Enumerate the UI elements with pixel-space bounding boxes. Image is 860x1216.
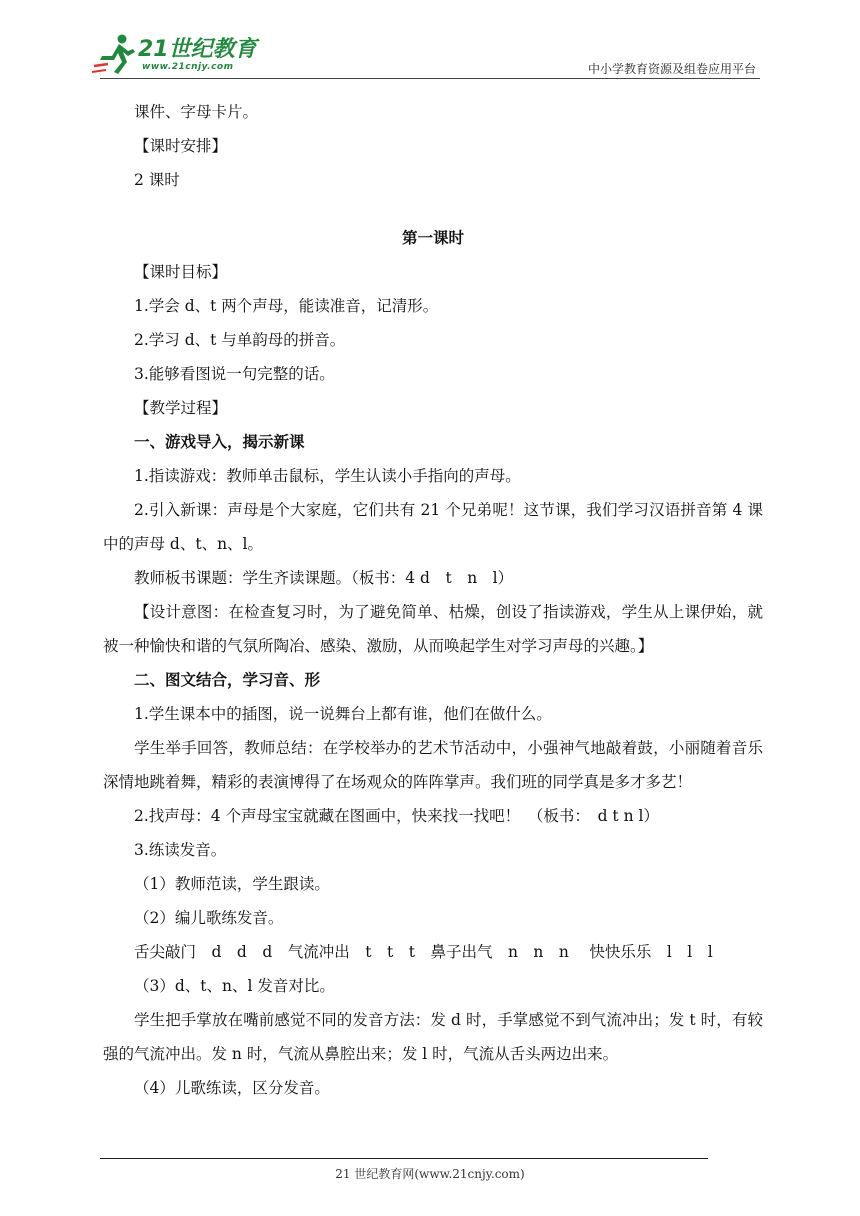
paragraph: 3.练读发音。 xyxy=(134,841,227,859)
platform-tagline: 中小学教育资源及组卷应用平台 xyxy=(587,62,756,76)
paragraph: 学生举手回答，教师总结：在学校举办的艺术节活动中，小强神气地敲着鼓，小丽随着音乐深情地跳着舞，精彩的表演博得了在场观众的阵阵掌声。我们班的同学真是多才多艺！ xyxy=(103,739,763,791)
footer-link[interactable]: 21 世纪教育网(www.21cnjy.com) xyxy=(335,1167,525,1181)
section-heading-goals: 【课时目标】 xyxy=(134,263,228,281)
goal-item: 1.学会 d、t 两个声母，能读准音，记清形。 xyxy=(134,297,439,315)
paragraph-materials: 课件、字母卡片。 xyxy=(134,103,259,121)
paragraph: 学生把手掌放在嘴前感觉不同的发音方法：发 d 时，手掌感觉不到气流冲出；发 t 时，有较强的气流冲出。发 n 时，气流从鼻腔出来；发 l 时，气流从舌头两边出来。 xyxy=(103,1011,763,1063)
step-heading-1: 一、游戏导入，揭示新课 xyxy=(134,432,305,451)
paragraph: （4）儿歌练读，区分发音。 xyxy=(134,1079,330,1097)
paragraph: 1.学生课本中的插图，说一说舞台上都有谁，他们在做什么。 xyxy=(134,705,552,723)
paragraph: （2）编儿歌练发音。 xyxy=(134,909,284,927)
paragraph: （1）教师范读，学生跟读。 xyxy=(134,875,330,893)
goal-item: 3.能够看图说一句完整的话。 xyxy=(134,365,335,383)
document-body xyxy=(103,95,763,1105)
section-heading-schedule: 【课时安排】 xyxy=(134,137,228,155)
paragraph: 2.找声母：4 个声母宝宝就藏在图画中，快来找一找吧！ （板书： d t n l） xyxy=(134,807,659,825)
logo-title: 21世纪教育 xyxy=(138,37,257,62)
spacer xyxy=(103,197,763,221)
goal-item: 2.学习 d、t 与单韵母的拼音。 xyxy=(134,331,346,349)
paragraph: 2.引入新课：声母是个大家庭，它们共有 21 个兄弟呢！这节课，我们学习汉语拼音第 4 课中的声母 d、t、n、l。 xyxy=(103,501,763,553)
design-intent-note: 【设计意图：在检查复习时，为了避免简单、枯燥，创设了指读游戏，学生从上课伊始，就被一种愉快和谐的气氛所陶冶、感染、激励，从而唤起学生对学习声母的兴趣。】 xyxy=(103,603,763,655)
rhyme-line: 舌尖敲门 d d d 气流冲出 t t t 鼻子出气 n n n 快快乐乐 l l l xyxy=(134,943,713,961)
section-heading-process: 【教学过程】 xyxy=(134,399,228,417)
paragraph: （3）d、t、n、l 发音对比。 xyxy=(134,977,335,995)
header-divider xyxy=(100,78,760,79)
footer-divider xyxy=(100,1158,708,1159)
paragraph: 1.指读游戏：教师单击鼠标，学生认读小手指向的声母。 xyxy=(134,467,521,485)
page-header xyxy=(0,0,860,80)
step-heading-2: 二、图文结合，学习音、形 xyxy=(134,670,321,689)
lesson-title: 第一课时 xyxy=(401,228,464,247)
paragraph: 教师板书课题：学生齐读课题。（板书：4 d t n l） xyxy=(134,569,514,587)
paragraph-hours: 2 课时 xyxy=(134,171,180,189)
logo-url: www.21cnjy.com xyxy=(142,62,234,72)
site-logo[interactable] xyxy=(92,30,262,78)
runner-logo-icon xyxy=(92,32,138,76)
